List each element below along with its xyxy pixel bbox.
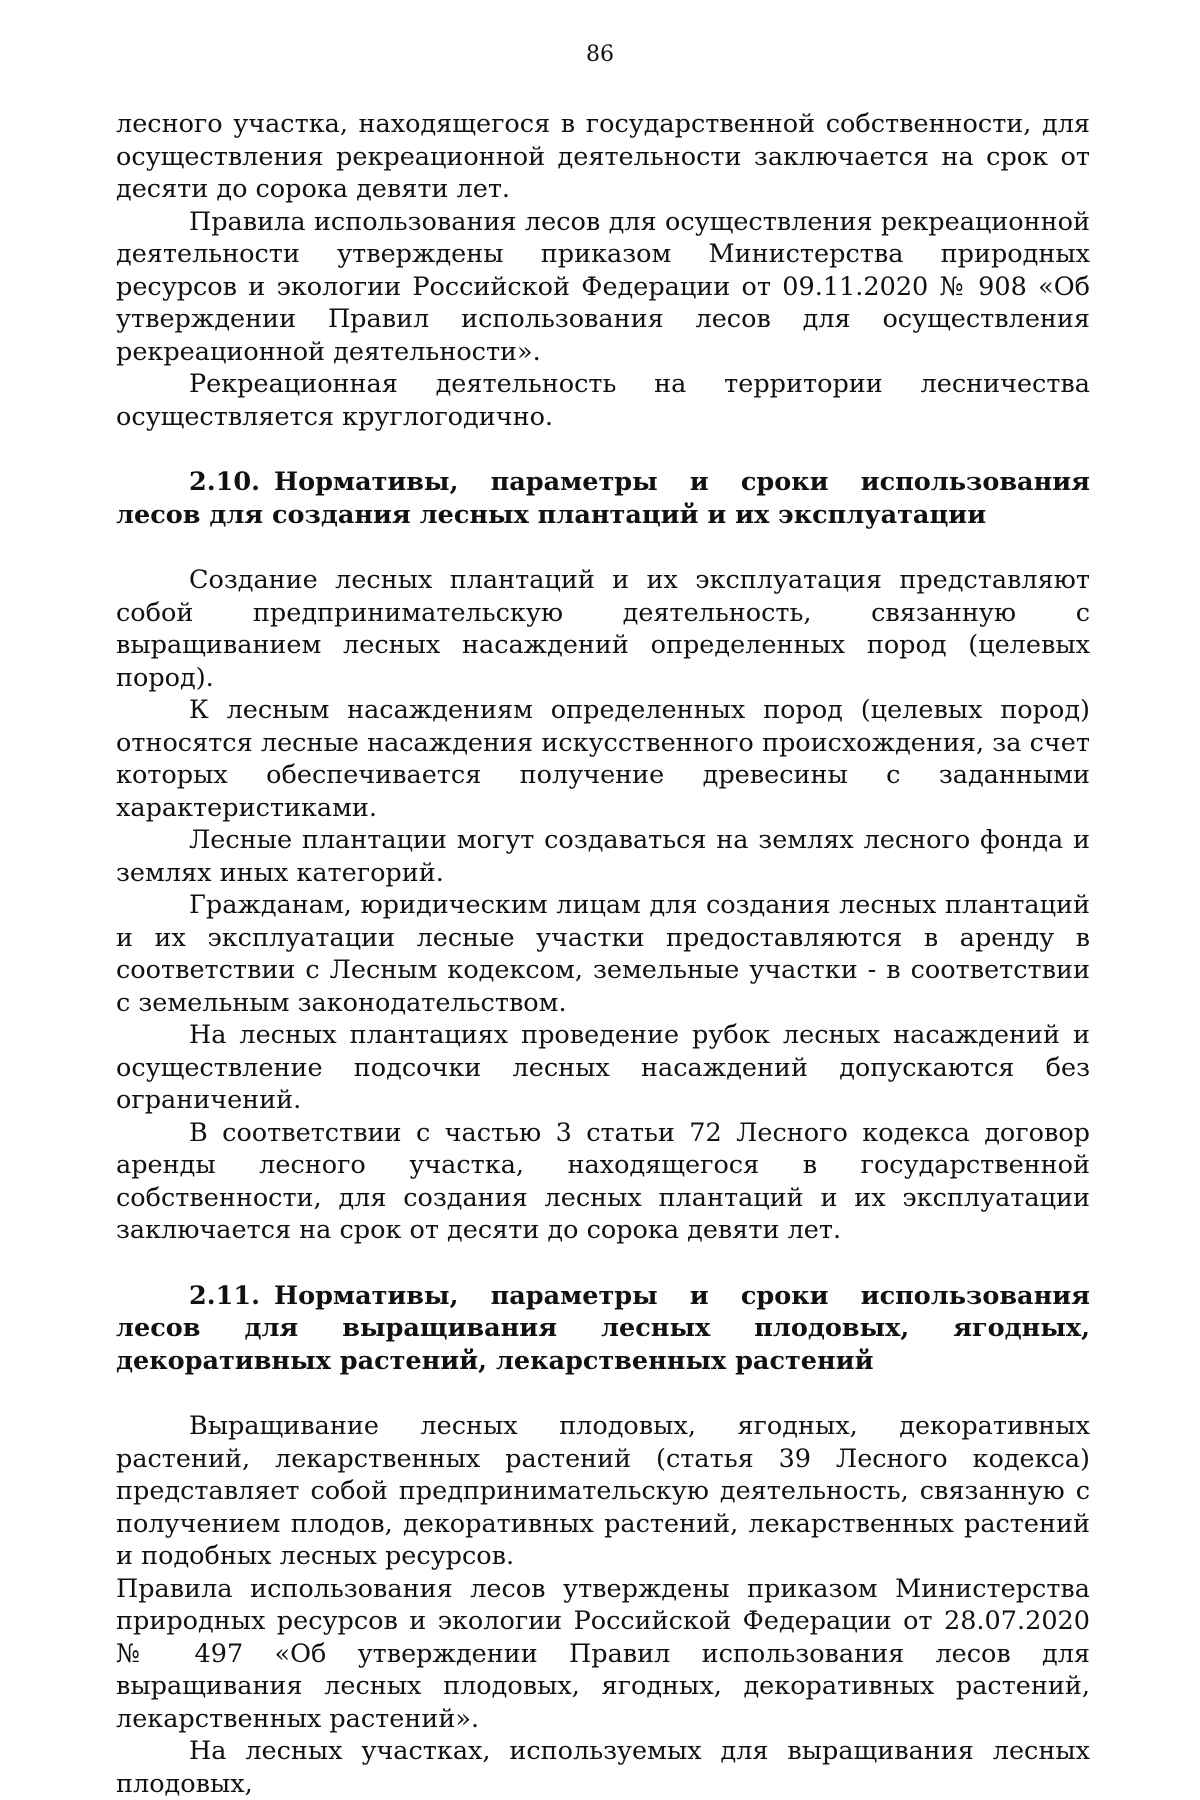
paragraph: Правила использования лесов для осуществления рекреационной деятельности утверждены приказом Министерства природных ресурсов и экологии Российской Федерации от 09.11.2020 № 908 «Об утверждении Правил использования лесов для осуществления рекреационной деятельности». [116,206,1090,367]
paragraph: На лесных плантациях проведение рубок лесных насаждений и осуществление подсочки лесных насаждений допускаются без ограничений. [116,1020,1090,1115]
page-number: 86 [586,42,614,67]
paragraph: В соответствии с частью 3 статьи 72 Лесного кодекса договор аренды лесного участка, находящегося в государственной собственности, для создания лесных плантаций и их эксплуатации заключается на срок от десяти до сорока девяти лет. [116,1117,1090,1245]
section-title: Нормативы, параметры и сроки использования лесов для выращивания лесных плодовых, ягодных, декоративных растений, лекарственных растений [116,1280,1090,1376]
section-number: 2.10. [189,467,260,497]
section-title: Нормативы, параметры и сроки использования лесов для создания лесных плантаций и их эксплуатации [116,467,1090,530]
paragraph: Создание лесных плантаций и их эксплуатация представляют собой предпринимательскую деятельность, связанную с выращиванием лесных насаждений определенных пород (целевых пород). [116,565,1090,693]
paragraph: К лесным насаждениям определенных пород (целевых пород) относятся лесные насаждения искусственного происхождения, за счет которых обеспечивается получение древесины с заданными характеристиками. [116,695,1090,823]
paragraph: Выращивание лесных плодовых, ягодных, декоративных растений, лекарственных растений (статья 39 Лесного кодекса) представляет собой предпринимательскую деятельность, связанную с получением плодов, декоративных растений, лекарственных растений и подобных лесных ресурсов. [116,1411,1090,1571]
paragraph: Правила использования лесов утверждены приказом Министерства природных ресурсов и экологии Российской Федерации от 28.07.2020 № 497 «Об утверждении Правил использования лесов для выращивания лесных плодовых, ягодных, декоративных растений, лекарственных растений». [116,1573,1090,1734]
section-heading-2-11 [116,1280,1090,1378]
section-heading-2-10 [116,466,1090,531]
paragraph: Гражданам, юридическим лицам для создания лесных плантаций и их эксплуатации лесные участки предоставляются в аренду в соответствии с Лесным кодексом, земельные участки - в соответствии с земельным законодательством. [116,890,1090,1018]
paragraph: Лесные плантации могут создаваться на землях лесного фонда и землях иных категорий. [116,825,1090,888]
paragraph: лесного участка, находящегося в государственной собственности, для осуществления рекреационной деятельности заключается на срок от десяти до сорока девяти лет. [116,109,1090,204]
paragraph: Рекреационная деятельность на территории лесничества осуществляется круглогодично. [116,369,1090,432]
document-body [116,108,1090,1800]
paragraph: На лесных участках, используемых для выращивания лесных плодовых, [116,1736,1090,1799]
section-number: 2.11. [189,1280,260,1311]
